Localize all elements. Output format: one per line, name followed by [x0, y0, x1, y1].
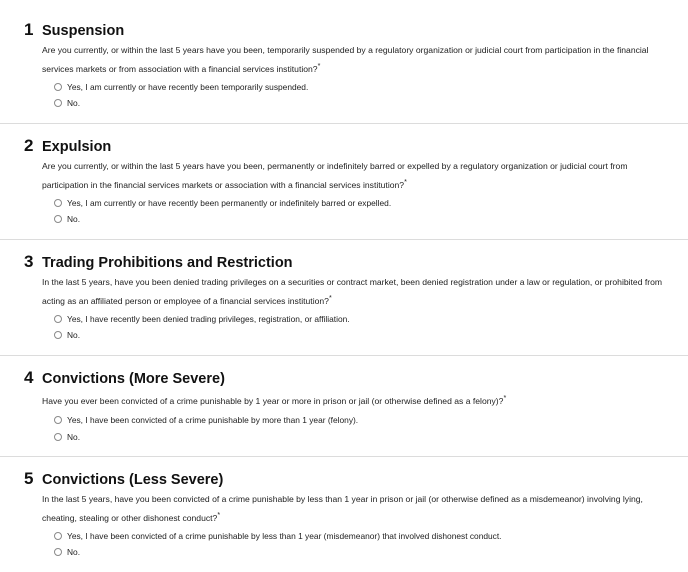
- section-heading: [24, 368, 225, 388]
- section-title: Suspension: [42, 23, 125, 39]
- option-label: Yes, I am currently or have recently been temporarily suspended.: [67, 82, 309, 92]
- radio-button[interactable]: [54, 215, 62, 223]
- radio-option-yes[interactable]: [54, 197, 391, 209]
- option-label: Yes, I am currently or have recently been permanently or indefinitely barred or expelled.: [67, 198, 392, 208]
- section-number: 1: [24, 20, 34, 39]
- option-label: Yes, I have recently been denied trading privileges, registration, or affiliation.: [67, 314, 350, 324]
- radio-option-yes[interactable]: [54, 414, 358, 426]
- radio-button[interactable]: [54, 532, 62, 540]
- radio-option-yes[interactable]: [54, 313, 350, 325]
- section-title: Convictions (Less Severe): [42, 472, 224, 488]
- radio-button[interactable]: [54, 83, 62, 91]
- section-number: 3: [24, 252, 34, 271]
- section-title: Trading Prohibitions and Restriction: [42, 255, 293, 271]
- required-mark: *: [328, 294, 332, 302]
- required-mark: *: [404, 178, 407, 186]
- radio-option-no[interactable]: [54, 329, 80, 341]
- option-label: Yes, I have been convicted of a crime punishable by less than 1 year (misdemeanor) that involved dishonest conduct.: [67, 531, 502, 541]
- required-mark: *: [503, 394, 507, 402]
- question-label: In the last 5 years, have you been convicted of a crime punishable by less than 1 year in prison or jail (or otherwise defined as a misdemeanor) involving lying, cheating, stealing or other dishonest conduct?: [42, 494, 643, 523]
- question-text: [42, 274, 672, 309]
- radio-button[interactable]: [54, 315, 62, 323]
- radio-button[interactable]: [54, 99, 62, 107]
- question-label: In the last 5 years, have you been denied trading privileges on a securities or contract market, been denied registration under a law or regulation, or prohibited from acting as an affiliated person or employee of a financial services institution?: [42, 277, 663, 306]
- section-number: 4: [24, 368, 34, 387]
- radio-option-yes[interactable]: [54, 530, 502, 542]
- option-label: No.: [67, 432, 81, 442]
- radio-option-no[interactable]: [54, 97, 80, 109]
- section-divider: [0, 239, 688, 240]
- section-divider: [0, 123, 688, 124]
- section-heading: [24, 20, 124, 40]
- radio-button[interactable]: [54, 416, 62, 424]
- radio-button[interactable]: [54, 331, 62, 339]
- section-heading: [24, 469, 223, 489]
- section-heading: [24, 252, 293, 272]
- question-text: [42, 491, 672, 526]
- option-label: No.: [67, 214, 81, 224]
- radio-button[interactable]: [54, 199, 62, 207]
- radio-option-no[interactable]: [54, 546, 80, 558]
- question-text: [42, 42, 672, 77]
- question-text: [42, 390, 672, 409]
- option-label: Yes, I have been convicted of a crime punishable by more than 1 year (felony).: [67, 415, 359, 425]
- question-label: Are you currently, or within the last 5 years have you been, temporarily suspended by a regulatory organization or judicial court from participation in the financial services markets or from association with a financial services institution?: [42, 45, 649, 74]
- radio-button[interactable]: [54, 548, 62, 556]
- option-label: No.: [67, 330, 81, 340]
- section-title: Convictions (More Severe): [42, 371, 225, 387]
- section-divider: [0, 355, 688, 356]
- required-mark: *: [317, 62, 321, 70]
- question-label: Are you currently, or within the last 5 years have you been, permanently or indefinitely barred or expelled by a regulatory organization or judicial court from participation in the financial services markets or association with a financial services institution?: [42, 161, 628, 190]
- section-divider: [0, 456, 688, 457]
- option-label: No.: [67, 547, 81, 557]
- section-number: 5: [24, 469, 34, 488]
- required-mark: *: [217, 511, 221, 519]
- section-title: Expulsion: [42, 139, 112, 155]
- radio-option-yes[interactable]: [54, 81, 308, 93]
- question-label: Have you ever been convicted of a crime punishable by 1 year or more in prison or jail (or otherwise defined as a felony)?: [42, 395, 504, 406]
- radio-button[interactable]: [54, 433, 62, 441]
- option-label: No.: [67, 98, 81, 108]
- section-heading: [24, 136, 111, 156]
- question-text: [42, 158, 672, 193]
- radio-option-no[interactable]: [54, 213, 80, 225]
- section-number: 2: [24, 136, 34, 155]
- radio-option-no[interactable]: [54, 431, 80, 443]
